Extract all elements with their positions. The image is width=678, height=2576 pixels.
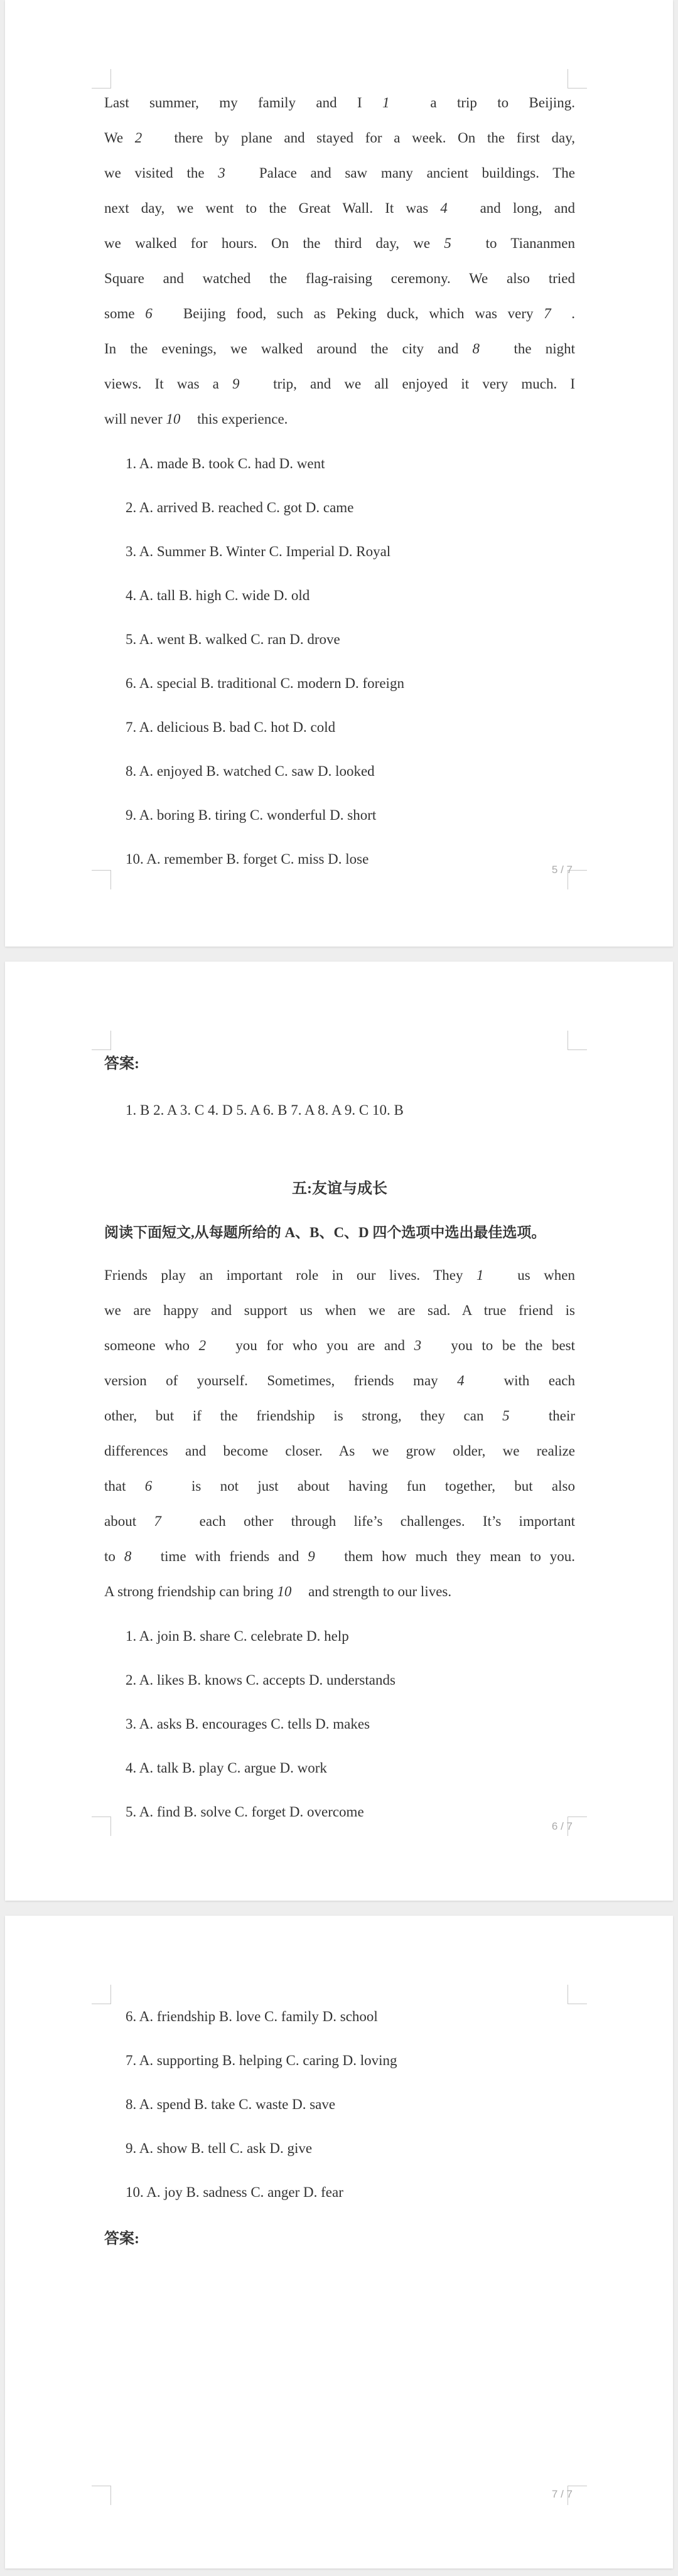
passage-text: In the evenings, we walked around the city and (104, 341, 473, 357)
passage-line (104, 1539, 575, 1574)
blank-number: 8 (124, 1548, 132, 1564)
blank-number: 9 (308, 1548, 315, 1564)
passage-text: trip, and we all enjoyed it very much. I (260, 376, 576, 392)
blank-number: 1 (382, 95, 390, 110)
passage-text: next day, we went to the Great Wall. It was (104, 200, 441, 216)
question-options: 8. A. spend B. take C. waste D. save (126, 2096, 336, 2112)
passage-line (104, 1363, 575, 1398)
passage-text: this experience. (193, 411, 288, 427)
passage-text: Friends play an important role in our lives. They (104, 1267, 476, 1283)
passage-line (104, 402, 575, 437)
document-page-7 (5, 1916, 673, 2568)
passage-text: some (104, 306, 146, 321)
question-options: 3. A. asks B. encourages C. tells D. makes (126, 1716, 370, 1732)
passage-line (104, 296, 575, 331)
document-page-5 (5, 0, 673, 947)
blank-number: 4 (440, 200, 448, 216)
question-options: 4. A. tall B. high C. wide D. old (126, 588, 310, 603)
question-options: 2. A. likes B. knows C. accepts D. understands (126, 1672, 396, 1688)
passage-text: their (530, 1408, 575, 1424)
passage-line (104, 1574, 575, 1609)
answer-label: 答案: (104, 2231, 139, 2247)
blank-number: 9 (232, 376, 240, 392)
passage-line (104, 1398, 575, 1434)
blank-number: 10 (277, 1584, 292, 1599)
blank-number: 2 (198, 1338, 207, 1353)
blank-number: 2 (134, 130, 143, 146)
passage-text: Palace and saw many ancient buildings. The (245, 165, 576, 181)
question-options: 8. A. enjoyed B. watched C. saw D. looked (126, 763, 375, 779)
answer-key: 1. B 2. A 3. C 4. D 5. A 6. B 7. A 8. A 9. C 10. B (126, 1102, 404, 1118)
passage-text: them how much they mean to you. (335, 1548, 576, 1564)
blank-number: 4 (457, 1373, 465, 1388)
blank-number: 6 (145, 306, 153, 321)
passage-line (104, 1434, 575, 1469)
passage-line (104, 1328, 575, 1363)
passage-line (104, 261, 575, 296)
question-options: 5. A. find B. solve C. forget D. overcome (126, 1804, 364, 1820)
passage-text: . (571, 306, 575, 321)
page-5-content (104, 85, 575, 881)
question-options: 1. A. made B. took C. had D. went (126, 456, 325, 471)
passage-text: We (104, 130, 135, 146)
passage-text: Square and watched the flag-raising ceremony. We also tried (104, 271, 575, 286)
passage-text: us when (503, 1267, 575, 1283)
question-options: 6. A. special B. traditional C. modern D. foreign (126, 675, 404, 691)
passage-text: that (104, 1478, 145, 1494)
question-options: 7. A. supporting B. helping C. caring D. loving (126, 2053, 397, 2068)
question-options: 3. A. Summer B. Winter C. Imperial D. Royal (126, 544, 391, 559)
passage-line (104, 85, 575, 121)
blank-number: 3 (414, 1338, 422, 1353)
passage-text: other, but if the friendship is strong, they can (104, 1408, 503, 1424)
passage-text: will never (104, 411, 166, 427)
blank-number: 7 (154, 1513, 161, 1529)
passage-text: you for who you are and (226, 1338, 414, 1353)
passage-text: someone who (104, 1338, 199, 1353)
section-title: 五:友谊与成长 (292, 1181, 387, 1197)
blank-number: 10 (166, 411, 181, 427)
passage-line (104, 331, 575, 367)
page-number: 7 / 7 (551, 2488, 573, 2500)
question-options: 4. A. talk B. play C. argue D. work (126, 1760, 327, 1776)
passage-text: with each (485, 1373, 575, 1388)
blank-number: 8 (472, 341, 480, 357)
blank-number: 7 (544, 306, 551, 321)
question-options: 1. A. join B. share C. celebrate D. help (126, 1628, 349, 1644)
passage-text: you to be the best (441, 1338, 575, 1353)
question-options: 10. A. joy B. sadness C. anger D. fear (126, 2184, 343, 2200)
passage-line (104, 1504, 575, 1539)
passage-line (104, 1258, 575, 1293)
question-options: 2. A. arrived B. reached C. got D. came (126, 500, 354, 515)
document-page-6 (5, 962, 673, 1901)
passage-text: to (104, 1548, 124, 1564)
passage-text: and long, and (468, 200, 575, 216)
question-options: 9. A. show B. tell C. ask D. give (126, 2140, 313, 2156)
page-6-content (104, 1042, 575, 1834)
page-number: 5 / 7 (551, 864, 573, 876)
passage-text: differences and become closer. As we grow older, we realize (104, 1443, 575, 1459)
passage-text: and strength to our lives. (304, 1584, 452, 1599)
question-options: 6. A. friendship B. love C. family D. school (126, 2009, 378, 2024)
passage-line (104, 156, 575, 191)
question-options: 9. A. boring B. tiring C. wonderful D. short (126, 807, 377, 823)
passage-text: Last summer, my family and I (104, 95, 383, 110)
passage-text: about (104, 1513, 154, 1529)
page-7-content (104, 1995, 575, 2261)
passage-text: a trip to Beijing. (410, 95, 576, 110)
passage-text: the night (500, 341, 575, 357)
passage-text: each other through life’s challenges. It’s important (181, 1513, 575, 1529)
crop-mark-bottom-left (92, 2486, 111, 2505)
blank-number: 6 (144, 1478, 153, 1494)
passage-line (104, 1293, 575, 1328)
passage-text: we are happy and support us when we are sad. A true friend is (104, 1302, 575, 1318)
passage-text: Beijing food, such as Peking duck, which was very (173, 306, 544, 321)
passage-line (104, 226, 575, 261)
passage-line (104, 121, 575, 156)
instruction: 阅读下面短文,从每题所给的 A、B、C、D 四个选项中选出最佳选项。 (104, 1225, 546, 1240)
passage-text: version of yourself. Sometimes, friends may (104, 1373, 458, 1388)
option-list (104, 1995, 575, 2214)
answer-label: 答案: (104, 1056, 139, 1072)
passage-text: we walked for hours. On the third day, we (104, 235, 444, 251)
passage-text: to Tiananmen (471, 235, 575, 251)
passage-text: is not just about having fun together, but also (172, 1478, 575, 1494)
option-list (104, 1614, 575, 1834)
blank-number: 5 (502, 1408, 510, 1424)
passage-text: A strong friendship can bring (104, 1584, 277, 1599)
blank-number: 5 (444, 235, 451, 251)
passage-text: views. It was a (104, 376, 233, 392)
blank-number: 1 (476, 1267, 484, 1283)
passage-text: there by plane and stayed for a week. On the first day, (162, 130, 575, 146)
question-options: 5. A. went B. walked C. ran D. drove (126, 631, 340, 647)
passage-line (104, 367, 575, 402)
option-list (104, 442, 575, 881)
passage-line (104, 1469, 575, 1504)
passage-text: time with friends and (151, 1548, 308, 1564)
question-options: 7. A. delicious B. bad C. hot D. cold (126, 719, 336, 735)
passage-text: we visited the (104, 165, 218, 181)
passage-line (104, 191, 575, 226)
question-options: 10. A. remember B. forget C. miss D. lose (126, 851, 369, 867)
page-number: 6 / 7 (551, 1820, 573, 1832)
blank-number: 3 (218, 165, 225, 181)
passage (104, 85, 575, 437)
passage (104, 1258, 575, 1609)
